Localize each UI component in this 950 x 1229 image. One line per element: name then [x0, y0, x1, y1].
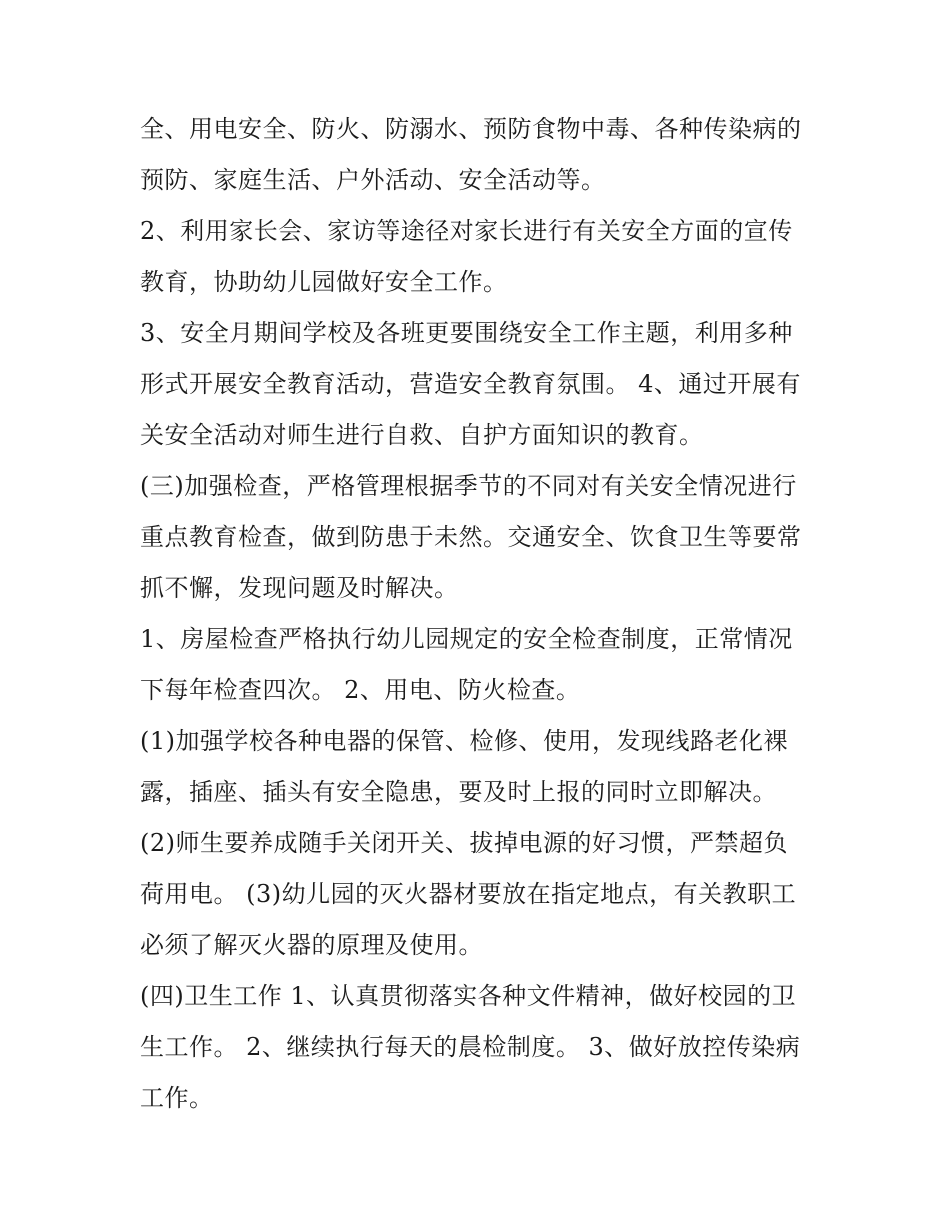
text-line: 形式开展安全教育活动，营造安全教育氛围。 4、通过开展有: [140, 370, 801, 398]
text-line: 抓不懈，发现问题及时解决。: [140, 574, 459, 602]
text-line: 关安全活动对师生进行自救、自护方面知识的教育。: [140, 421, 704, 449]
text-line: 生工作。 2、继续执行每天的晨检制度。 3、做好放控传染病: [140, 1033, 801, 1061]
text-line: 重点教育检查，做到防患于未然。交通安全、饮食卫生等要常: [140, 523, 802, 551]
text-line: 工作。: [140, 1084, 214, 1112]
text-line: 荷用电。 (3)幼儿园的灭火器材要放在指定地点，有关教职工: [140, 880, 797, 908]
text-line: 下每年检查四次。 2、用电、防火检查。: [140, 676, 581, 704]
text-line: 全、用电安全、防火、防溺水、预防食物中毒、各种传染病的: [140, 115, 802, 143]
text-line: 2、利用家长会、家访等途径对家长进行有关安全方面的宣传: [140, 217, 793, 245]
text-line: 教育，协助幼儿园做好安全工作。: [140, 268, 508, 296]
text-line: 必须了解灭火器的原理及使用。: [140, 931, 483, 959]
text-line: 露，插座、插头有安全隐患，要及时上报的同时立即解决。: [140, 778, 777, 806]
text-line: 3、安全月期间学校及各班更要围绕安全工作主题，利用多种: [140, 319, 793, 347]
text-line: 预防、家庭生活、户外活动、安全活动等。: [140, 166, 606, 194]
text-line: (四)卫生工作 1、认真贯彻落实各种文件精神，做好校园的卫: [140, 982, 797, 1010]
text-line: 1、房屋检查严格执行幼儿园规定的安全检查制度，正常情况: [140, 625, 793, 653]
text-line: (三)加强检查，严格管理根据季节的不同对有关安全情况进行: [140, 472, 797, 500]
text-line: (1)加强学校各种电器的保管、检修、使用，发现线路老化裸: [140, 727, 788, 755]
document-body: [140, 104, 830, 1124]
text-line: (2)师生要养成随手关闭开关、拔掉电源的好习惯，严禁超负: [140, 829, 788, 857]
